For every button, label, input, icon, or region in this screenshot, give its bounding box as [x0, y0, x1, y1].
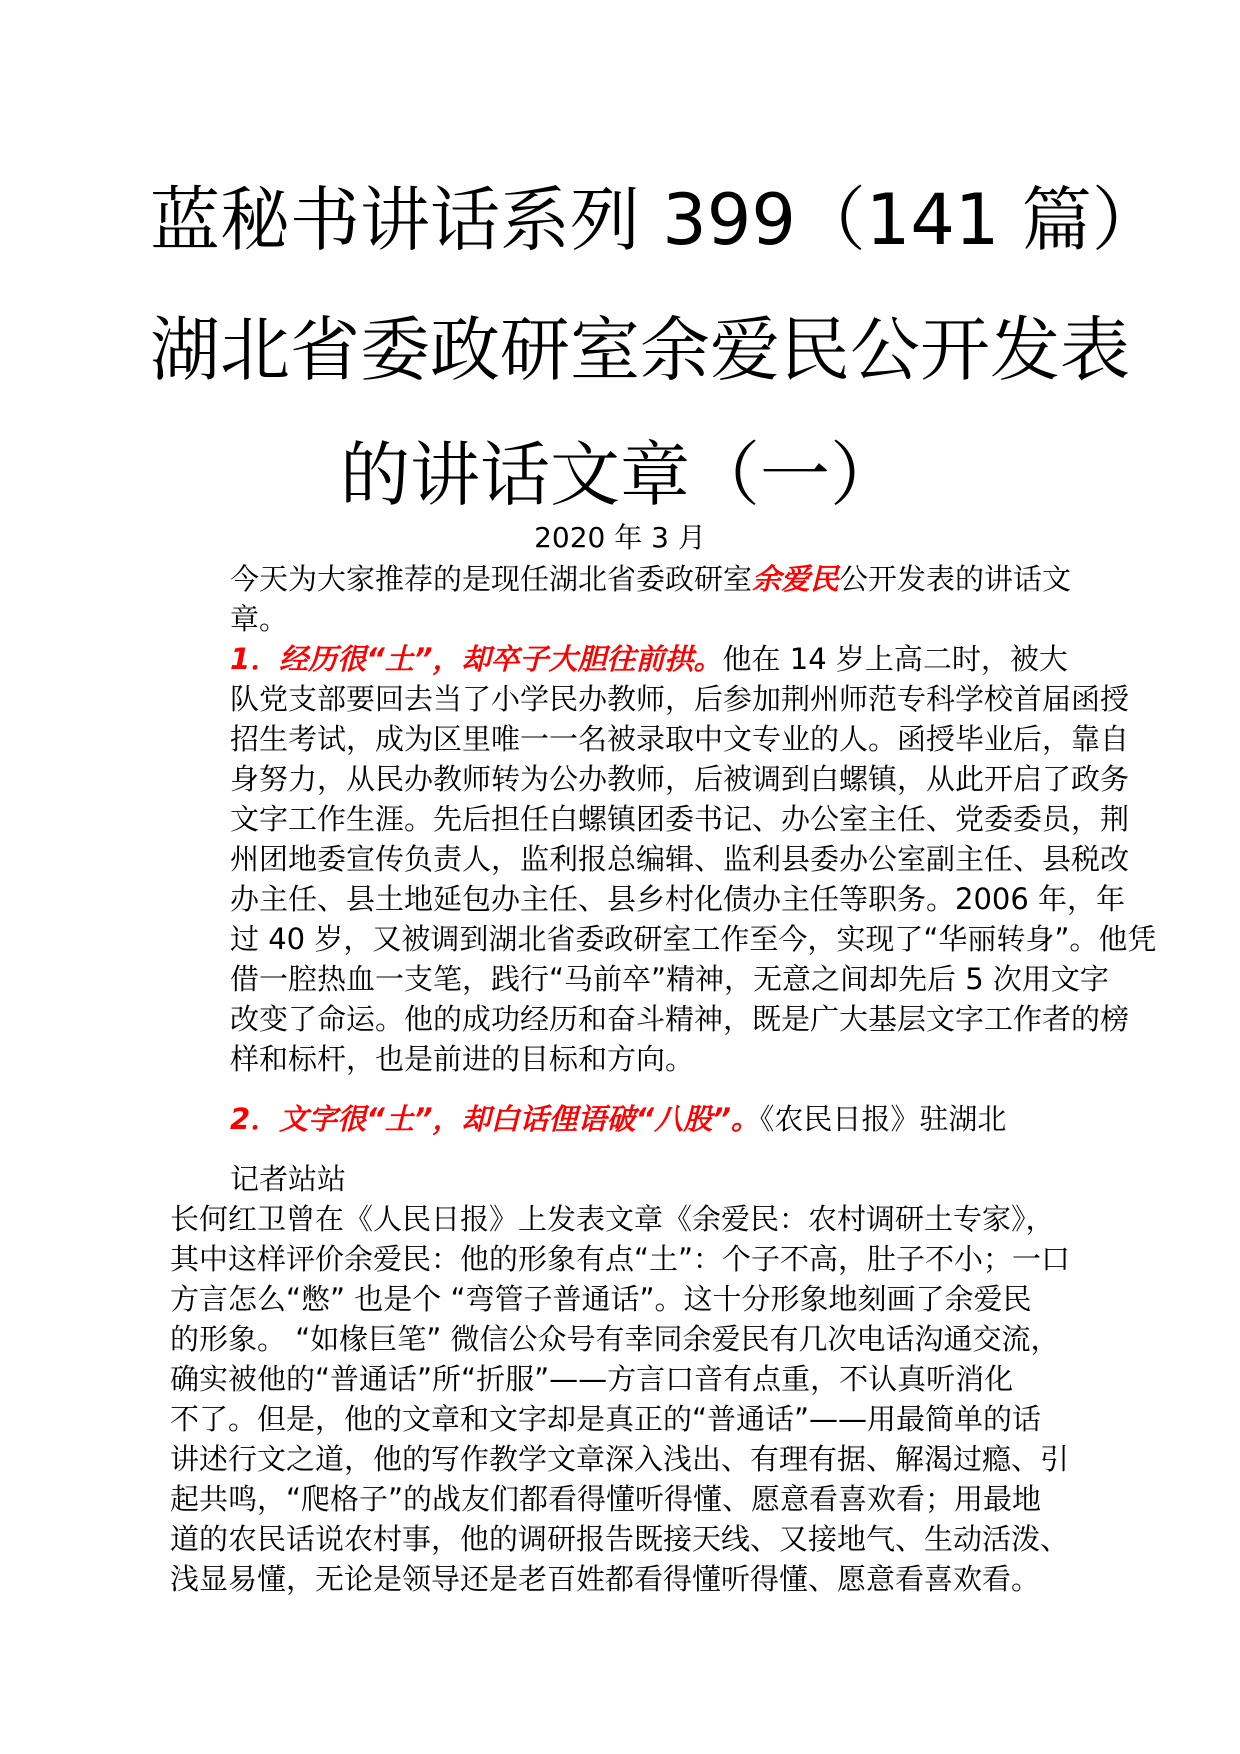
section2-line: 长何红卫曾在《人民日报》上发表文章《余爱民：农村调研土专家》， [170, 1202, 1055, 1236]
section2-line: 不了。但是，他的文章和文字却是真正的“普通话”——用最简单的话 [170, 1402, 1042, 1436]
section1-line: 改变了命运。他的成功经历和奋斗精神，既是广大基层文字工作者的榜 [230, 1002, 1130, 1036]
section2-line: 道的农民话说农村事，他的调研报告既接天线、又接地气、生动活泼、 [170, 1522, 1070, 1556]
section1-line: 文字工作生涯。先后担任白螺镇团委书记、办公室主任、党委委员，荆 [230, 802, 1130, 836]
section2-line-1 [230, 1099, 1006, 1139]
intro-line-1 [230, 559, 1071, 599]
section1-line: 队党支部要回去当了小学民办教师，后参加荆州师范专科学校首届函授 [230, 682, 1130, 716]
section1-line: 州团地委宣传负责人，监利报总编辑、监利县委办公室副主任、县税改 [230, 842, 1130, 876]
section2-line: 浅显易懂，无论是领导还是老百姓都看得懂听得懂、愿意看喜欢看。 [170, 1562, 1041, 1596]
section2-line: 起共鸣，“爬格子”的战友们都看得懂听得懂、愿意看喜欢看；用最地 [170, 1482, 1042, 1516]
section2-line: 的形象。 “如椽巨笔” 微信公众号有幸同余爱民有几次电话沟通交流， [170, 1322, 1060, 1356]
section2-line: 确实被他的“普通话”所“折服”——方言口音有点重，不认真听消化 [170, 1362, 1014, 1396]
section2-line: 方言怎么“憋” 也是个 “弯管子普通话”。这十分形象地刻画了余爱民 [170, 1282, 1032, 1316]
intro-highlight-name: 余爱民 [752, 562, 840, 596]
section2-heading: 2．文字很“土”，却白话俚语破“八股”。 [230, 1102, 760, 1136]
section1-line: 办主任、县土地延包办主任、县乡村化债办主任等职务。2006 年，年 [230, 882, 1126, 916]
section1-line: 过 40 岁，又被调到湖北省委政研室工作至今，实现了“华丽转身”。他凭 [230, 922, 1157, 956]
section1-line: 身努力，从民办教师转为公办教师，后被调到白螺镇，从此开启了政务 [230, 762, 1130, 796]
section1-line: 样和标杆，也是前进的目标和方向。 [230, 1042, 695, 1076]
title-line-2: 湖北省委政研室余爱民公开发表 [150, 309, 1130, 391]
section2-text: 《农民日报》驻湖北 [759, 1102, 1007, 1136]
title-line-3: 的讲话文章（一） [340, 434, 900, 516]
section1-line: 借一腔热血一支笔，践行“马前卒”精神，无意之间却先后 5 次用文字 [230, 962, 1109, 996]
section2-line: 讲述行文之道，他的写作教学文章深入浅出、有理有据、解渴过瘾、引 [170, 1442, 1070, 1476]
section2-line: 其中这样评价余爱民：他的形象有点“土”：个子不高，肚子不小；一口 [170, 1242, 1071, 1276]
document-date: 2020 年 3 月 [534, 521, 706, 554]
section1-line-1 [230, 639, 1068, 679]
section2-line: 记者站站 [230, 1162, 347, 1196]
section1-text: 他在 14 岁上高二时，被大 [722, 642, 1068, 676]
section1-heading: 1．经历很“土”，却卒子大胆往前拱。 [230, 642, 723, 676]
section1-line: 招生考试，成为区里唯一一名被录取中文专业的人。函授毕业后，靠自 [230, 722, 1130, 756]
intro-line-2: 章。 [230, 602, 289, 636]
intro-text-post: 公开发表的讲话文 [839, 562, 1072, 596]
intro-text-pre: 今天为大家推荐的是现任湖北省委政研室 [230, 562, 753, 596]
title-line-1: 蓝秘书讲话系列 399（141 篇） [150, 179, 1162, 261]
